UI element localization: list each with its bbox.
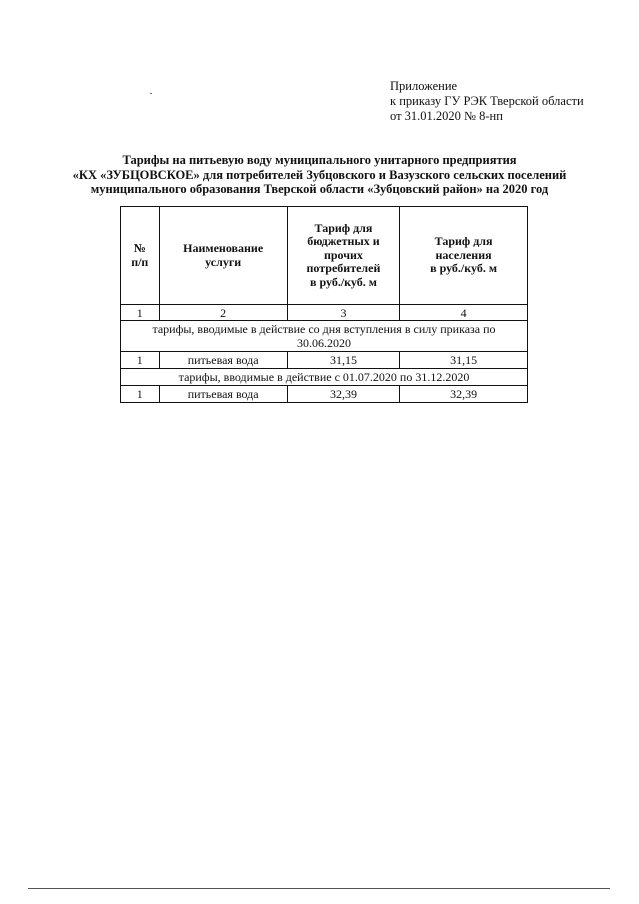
appendix-line-2: к приказу ГУ РЭК Тверской области: [390, 94, 584, 108]
header-population-line-3: в руб./куб. м: [430, 261, 498, 276]
header-num-line-1: №: [133, 241, 146, 255]
column-number: 1: [121, 305, 160, 321]
scan-dot: [150, 93, 152, 94]
row-population-tariff: 31,15: [400, 352, 528, 369]
header-service: [159, 207, 287, 305]
appendix-block: [390, 79, 584, 124]
header-population-tariff: [400, 207, 528, 305]
row-budget-tariff: 32,39: [287, 386, 399, 403]
title-line-2: «КХ «ЗУБЦОВСКОЕ» для потребителей Зубцовского и Вазузского сельских поселений: [72, 167, 567, 182]
appendix-line-3: от 31.01.2020 № 8-нп: [390, 109, 503, 123]
section-title: тарифы, вводимые в действие со дня вступления в силу приказа по 30.06.2020: [121, 321, 528, 352]
header-budget-line-4: потребителей: [306, 261, 381, 276]
header-budget-line-1: Тариф для: [314, 220, 373, 235]
title-line-3: муниципального образования Тверской области «Зубцовский район» на 2020 год: [90, 182, 549, 196]
row-num: 1: [121, 352, 160, 369]
header-population-line-2: населения: [435, 247, 492, 262]
column-number: 3: [287, 305, 399, 321]
header-budget-tariff: [287, 207, 399, 305]
section-row: [121, 321, 528, 352]
row-service: питьевая вода: [159, 386, 287, 403]
column-number: 4: [400, 305, 528, 321]
table-row: [121, 386, 528, 403]
row-population-tariff: 32,39: [400, 386, 528, 403]
document-title: [0, 153, 639, 197]
header-budget-line-5: в руб./куб. м: [309, 274, 377, 289]
section-row: [121, 369, 528, 386]
footer-divider: [28, 888, 610, 889]
title-line-1: Тарифы на питьевую воду муниципального унитарного предприятия: [122, 153, 517, 167]
header-population-line-1: Тариф для: [434, 234, 493, 249]
row-service: питьевая вода: [159, 352, 287, 369]
column-number-row: [121, 305, 528, 321]
row-num: 1: [121, 386, 160, 403]
table-row: [121, 352, 528, 369]
header-num-line-2: п/п: [131, 254, 149, 269]
header-row: [121, 207, 528, 305]
appendix-line-1: Приложение: [390, 79, 458, 93]
header-budget-line-2: бюджетных и: [307, 234, 380, 249]
tariff-table: [120, 206, 528, 403]
header-budget-line-3: прочих: [323, 247, 363, 262]
row-budget-tariff: 31,15: [287, 352, 399, 369]
header-service-line-1: Наименование: [183, 241, 264, 255]
header-num: [121, 207, 160, 305]
header-service-line-2: услуги: [205, 254, 242, 269]
column-number: 2: [159, 305, 287, 321]
section-title: тарифы, вводимые в действие с 01.07.2020 по 31.12.2020: [121, 369, 528, 386]
